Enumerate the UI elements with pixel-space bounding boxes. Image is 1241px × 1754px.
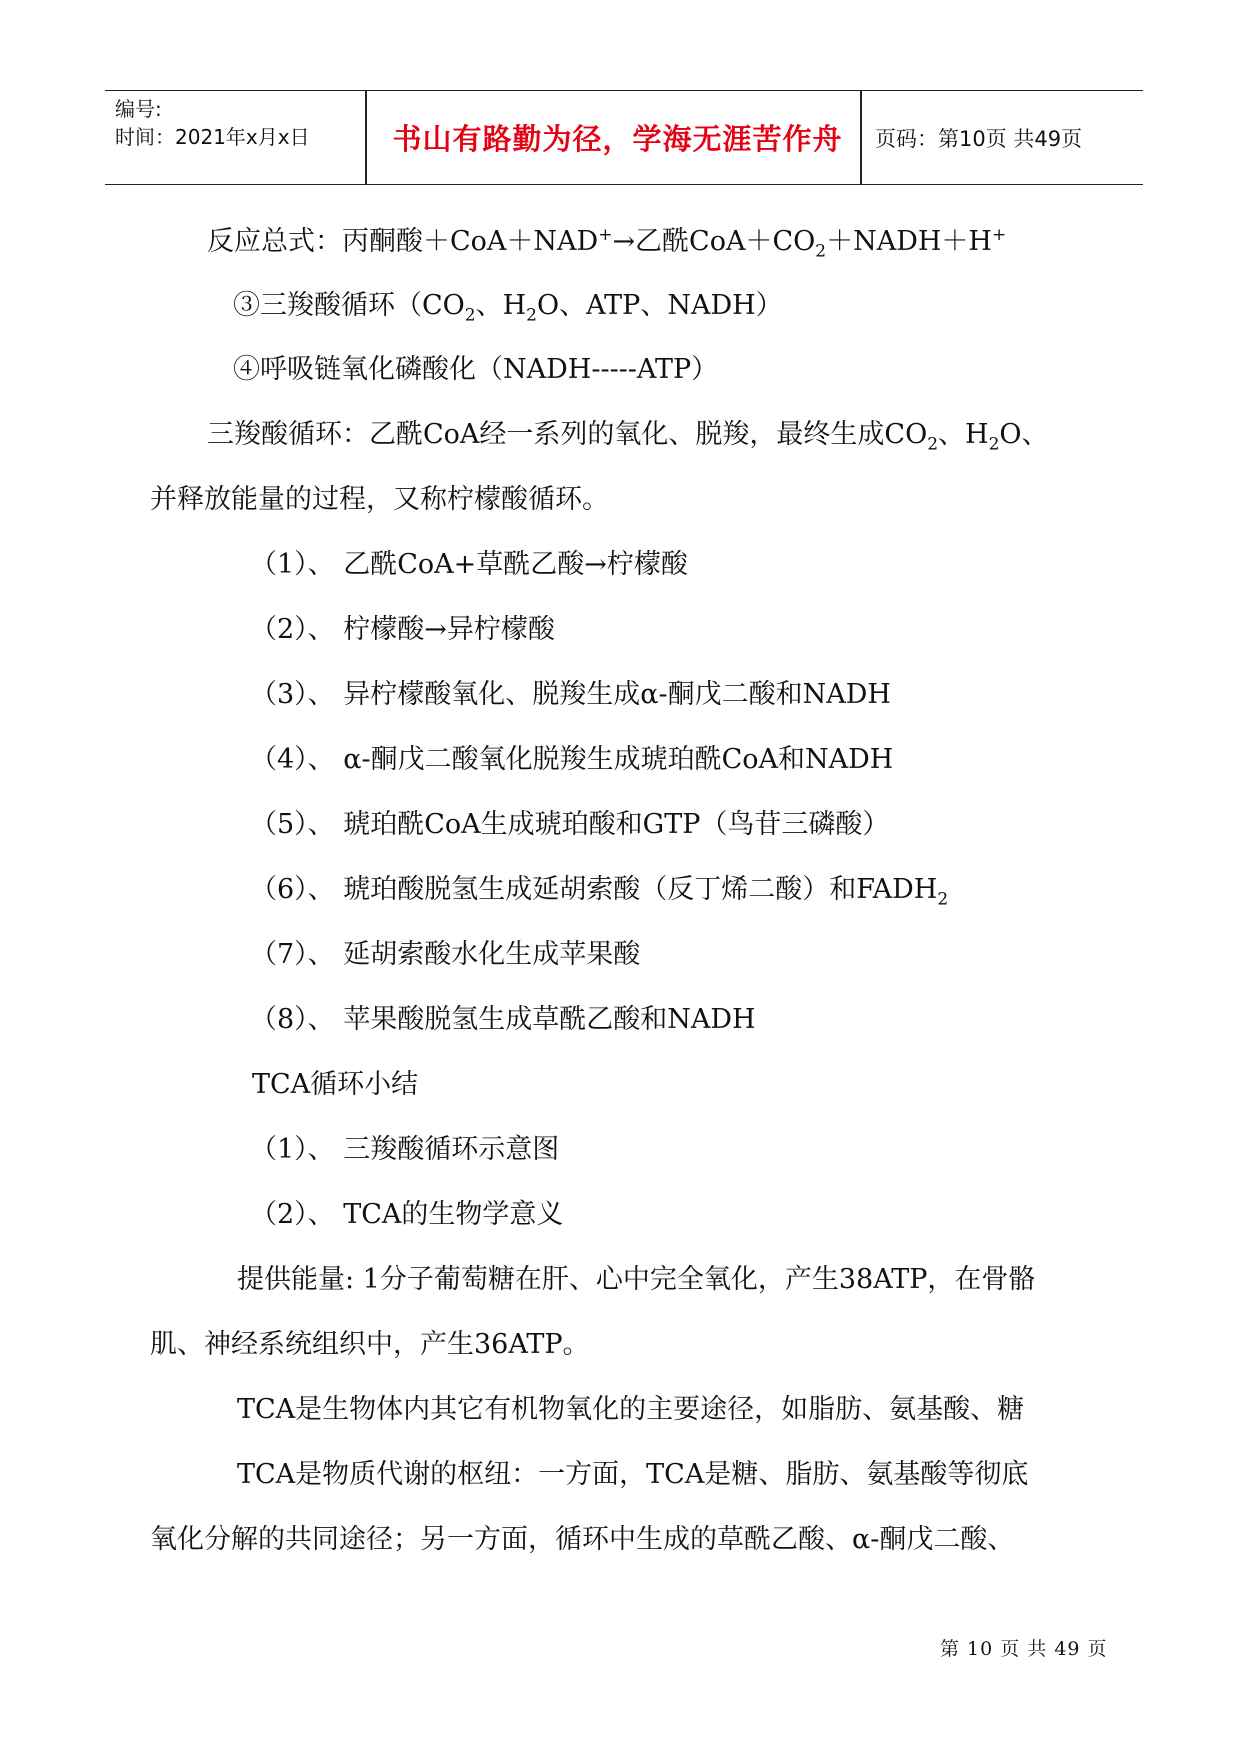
header-meta — [115, 95, 310, 151]
subscript: 2 — [815, 241, 827, 262]
summary-item-1: （1）、 三羧酸循环示意图 — [250, 1134, 560, 1165]
reaction-equation — [207, 224, 1006, 260]
subscript: 2 — [937, 889, 949, 910]
paragraph-metabolic-hub: TCA是物质代谢的枢纽：一方面，TCA是糖、脂肪、氨基酸等彻底 — [237, 1459, 1029, 1490]
text-run: 、H — [475, 290, 527, 321]
step-tca — [233, 288, 783, 324]
tca-step-2: （2）、 柠檬酸→异柠檬酸 — [250, 614, 555, 645]
text-run: ③三羧酸循环（CO — [233, 290, 465, 321]
paragraph-energy: 提供能量: 1分子葡萄糖在肝、心中完全氧化，产生38ATP，在骨骼 — [237, 1264, 1036, 1295]
summary-item-2: （2）、 TCA的生物学意义 — [250, 1199, 564, 1230]
tca-definition-cont: 并释放能量的过程，又称柠檬酸循环。 — [150, 484, 609, 515]
subscript: 2 — [927, 434, 939, 455]
header-motto: 书山有路勤为径，学海无涯苦作舟 — [392, 122, 843, 156]
text-run: O、ATP、NADH） — [537, 290, 783, 321]
tca-step-5: （5）、 琥珀酰CoA生成琥珀酸和GTP（鸟苷三磷酸） — [250, 809, 890, 840]
tca-definition — [207, 417, 1049, 453]
subscript: 2 — [526, 305, 537, 326]
tca-summary-heading: TCA循环小结 — [252, 1069, 419, 1100]
header-divider — [365, 91, 367, 184]
text-run: O、 — [999, 419, 1049, 450]
superscript: + — [598, 225, 613, 245]
tca-step-4: （4）、 α-酮戊二酸氧化脱羧生成琥珀酰CoA和NADH — [250, 744, 894, 775]
tca-step-1: （1）、 乙酰CoA+草酰乙酸→柠檬酸 — [250, 549, 688, 580]
tca-step-7: （7）、 延胡索酸水化生成苹果酸 — [250, 939, 641, 970]
text-run: →乙酰CoA＋CO — [612, 226, 816, 257]
superscript: + — [991, 225, 1007, 245]
tca-step-3: （3）、 异柠檬酸氧化、脱羧生成α-酮戊二酸和NADH — [250, 679, 891, 710]
text-run: 三羧酸循环：乙酰CoA经一系列的氧化、脱羧，最终生成CO — [207, 419, 928, 450]
subscript: 2 — [988, 434, 1000, 455]
paragraph-energy-cont: 肌、神经系统组织中，产生36ATP。 — [150, 1329, 590, 1360]
page-header — [105, 90, 1143, 185]
header-divider — [860, 91, 862, 184]
tca-step-6 — [250, 872, 948, 908]
paragraph-oxidation-pathway: TCA是生物体内其它有机物氧化的主要途径，如脂肪、氨基酸、糖 — [237, 1394, 1025, 1425]
page-footer: 第 10 页 共 49 页 — [940, 1638, 1108, 1660]
text-run: ＋NADH＋H — [826, 226, 992, 257]
header-page-info: 页码：第10页 共49页 — [875, 126, 1083, 151]
tca-step-8: （8）、 苹果酸脱氢生成草酰乙酸和NADH — [250, 1004, 756, 1035]
step-respiratory-chain: ④呼吸链氧化磷酸化（NADH-----ATP） — [233, 354, 719, 385]
text-run: 反应总式：丙酮酸＋CoA＋NAD — [207, 226, 599, 257]
serial-label: 编号: — [115, 97, 162, 121]
text-run: 、H — [938, 419, 989, 450]
subscript: 2 — [464, 305, 476, 326]
text-run: （6）、 琥珀酸脱氢生成延胡索酸（反丁烯二酸）和FADH — [250, 874, 938, 905]
time-label: 时间：2021年x月x日 — [115, 125, 310, 149]
paragraph-metabolic-hub-cont: 氧化分解的共同途径；另一方面，循环中生成的草酰乙酸、α-酮戊二酸、 — [150, 1524, 1015, 1555]
